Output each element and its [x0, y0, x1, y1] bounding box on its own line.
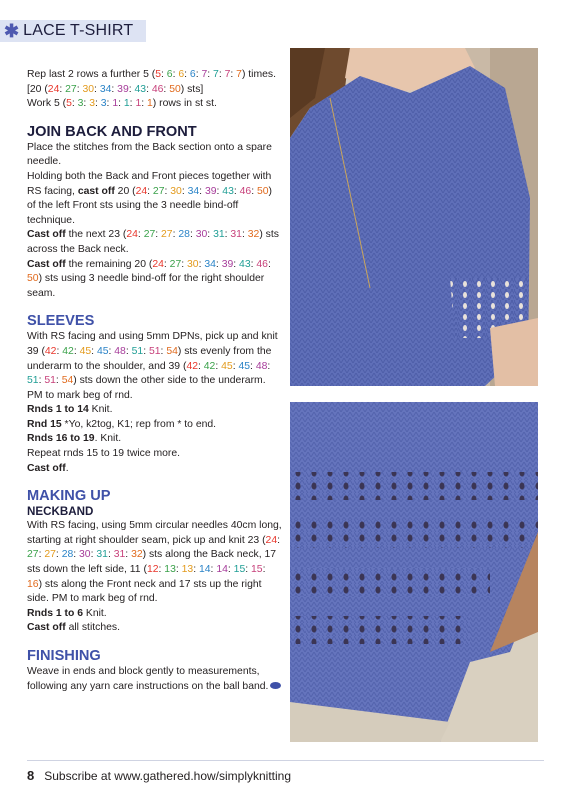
sleeves-repeat: Repeat rnds 15 to 19 twice more. — [27, 448, 181, 460]
neckband-p1: With RS facing, using 5mm circular needles 40cm long, starting at right shoulder seam, pick up and knit 23 (24: 27: 27: 28: 30: 31: 31: 32) sts along the Back neck, 17 sts down the left side, 11 (12: 13: 13: 14: 14: 15: 15: 16) sts along the Front neck and 17 sts up the right side. PM to mark beg of rnd. — [27, 520, 282, 605]
sleeves-rnd-1: Rnds 1 to 14 Knit. — [27, 404, 113, 416]
subscribe-link[interactable]: Subscribe at www.gathered.how/simplyknitting — [44, 769, 292, 783]
photo-hem-detail — [290, 402, 538, 742]
size-sequence: 42: 42: 45: 45: 48: 51: 51: 54 — [27, 360, 271, 387]
intro-paragraph: Rep last 2 rows a further 5 (5: 6: 6: 6: 7: 7: 7: 7) times. [20 (24: 27: 30: 34: 39: 43: 46: 50) sts] Work 5 (5: 3: 3: 3: 1: 1: 1: 1) rows in st st. — [27, 69, 277, 110]
neckband-subheading: NECKBAND — [27, 505, 94, 519]
join-p4: Cast off the remaining 20 (24: 27: 30: 34: 39: 43: 46: 50) sts using 3 needle bind-off for the right shoulder seam. — [27, 258, 271, 299]
size-sequence: 12: 13: 13: 14: 14: 15: 15: 16 — [27, 564, 266, 590]
neckband-rnd-1: Rnds 1 to 6 Knit. — [27, 607, 107, 619]
footer-divider — [27, 760, 544, 761]
footer — [27, 768, 291, 783]
pattern-title: LACE T-SHIRT — [23, 22, 134, 39]
sleeves-cast-off: Cast off. — [27, 462, 69, 474]
finishing-p1: Weave in ends and block gently to measurements, following any yarn care instructions on the ball band. — [27, 665, 282, 694]
size-sequence: 24: 27: 30: 34: 39: 43: 46: 50 — [27, 258, 271, 285]
sleeves-rnd-15: Rnd 15 *Yo, k2tog, K1; rep from * to end. — [27, 418, 217, 430]
photo-shoulder-sleeve — [290, 48, 538, 386]
sleeves-rnd-16: Rnds 16 to 19. Knit. — [27, 433, 122, 445]
ball-band-icon — [270, 682, 281, 689]
size-sequence: 24: 27: 27: 28: 30: 31: 31: 32 — [27, 534, 280, 561]
size-sequence: 42: 42: 45: 45: 48: 51: 51: 54 — [44, 345, 178, 357]
size-sequence: 5: 3: 3: 3: 1: 1: 1: 1 — [66, 98, 153, 110]
section-header — [0, 20, 146, 42]
join-p2: Holding both the Back and Front pieces together with RS facing, cast off 20 (24: 27: 30: 34: 39: 43: 46: 50) of the left Front sts using the 3 needle bind-off technique. — [27, 170, 273, 226]
size-sequence: 24: 27: 30: 34: 39: 43: 46: 50 — [135, 185, 269, 197]
asterisk-icon: ✱ — [4, 21, 20, 41]
size-sequence: 5: 6: 6: 6: 7: 7: 7: 7 — [155, 69, 242, 80]
sleeves-heading: SLEEVES — [27, 313, 95, 330]
page-number: 8 — [27, 768, 35, 783]
join-p1: Place the stitches from the Back section onto a spare needle. — [27, 141, 272, 168]
finishing-heading: FINISHING — [27, 648, 101, 664]
sleeves-p1: With RS facing and using 5mm DPNs, pick up and knit 39 (42: 42: 45: 45: 48: 51: 51: 54) sts evenly from the underarm to the shoulder, and 39 (42: 42: 45: 45: 48: 51: 51: 54) sts down the other side to the underarm. PM to mark beg of rnd. — [27, 331, 278, 401]
size-sequence: 24: 27: 30: 34: 39: 43: 46: 50 — [47, 83, 181, 95]
join-heading: JOIN BACK AND FRONT — [27, 123, 197, 140]
neckband-cast-off: Cast off all stitches. — [27, 622, 120, 634]
join-p3: Cast off the next 23 (24: 27: 27: 28: 30: 31: 31: 32) sts across the Back neck. — [27, 229, 279, 255]
size-sequence: 24: 27: 27: 28: 30: 31: 31: 32 — [126, 229, 260, 241]
instructions-column — [27, 68, 282, 694]
making-up-heading: MAKING UP — [27, 488, 111, 505]
watermark: PassionForum.ru — [481, 782, 556, 792]
